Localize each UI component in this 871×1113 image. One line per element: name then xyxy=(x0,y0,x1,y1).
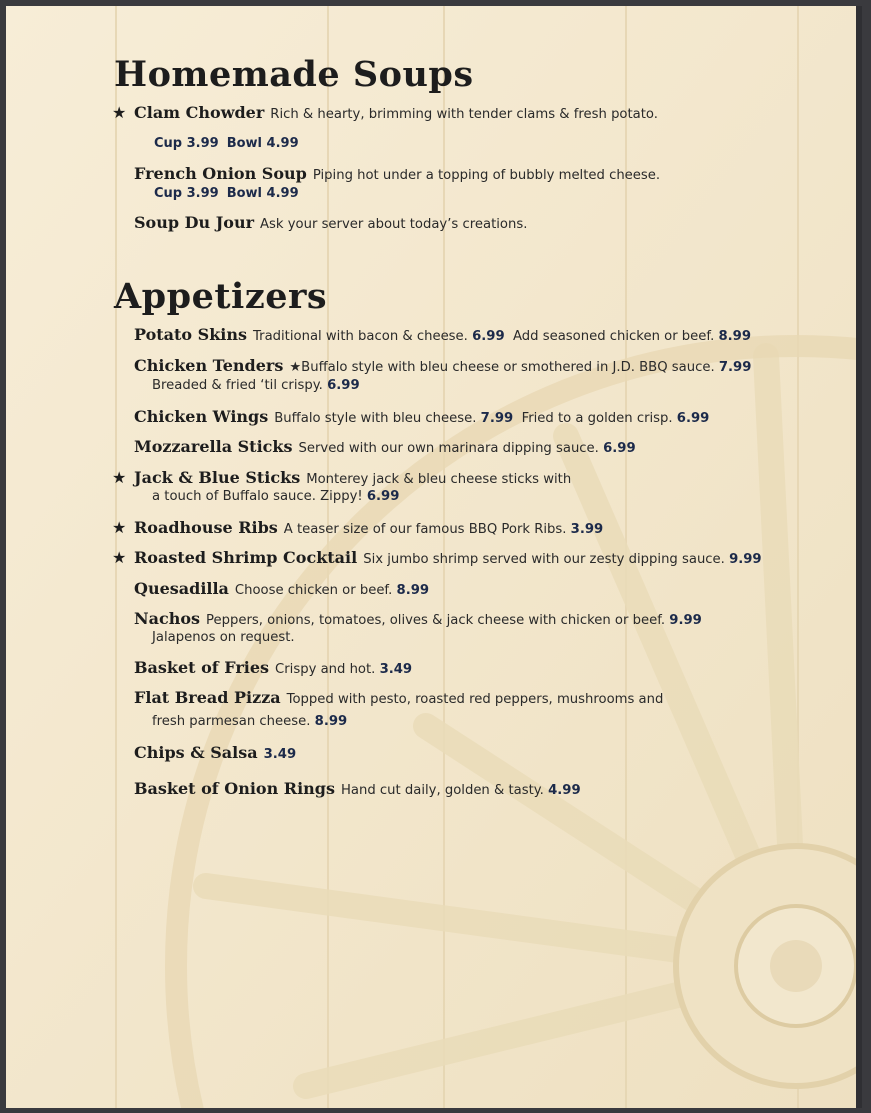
menu-item-clam-chowder xyxy=(112,103,658,122)
item-name: Chips & Salsa xyxy=(134,743,258,762)
item-description: Monterey jack & bleu cheese sticks with xyxy=(306,472,572,487)
menu-item-onion-rings xyxy=(134,779,581,798)
item-description: Topped with pesto, roasted red peppers, mushrooms and xyxy=(286,692,664,707)
menu-item-nachos xyxy=(134,609,702,628)
menu-item-roasted-shrimp-cocktail xyxy=(112,548,762,567)
star-icon: ★ xyxy=(112,468,127,487)
option-price: 8.99 xyxy=(718,329,752,344)
chicken-tenders-option xyxy=(152,378,360,393)
item-price: 3.49 xyxy=(263,747,297,762)
item-name: Clam Chowder xyxy=(134,103,265,122)
menu-item-jack-blue-sticks xyxy=(112,468,572,487)
option-price: 6.99 xyxy=(327,378,360,393)
menu-item-chicken-tenders xyxy=(134,356,751,375)
menu-item-mozzarella-sticks xyxy=(134,437,636,456)
item-description: fresh parmesan cheese. xyxy=(152,714,311,729)
item-name: Chicken Tenders xyxy=(134,356,284,375)
flat-bread-pizza-line2 xyxy=(152,714,347,729)
menu-item-soup-du-jour xyxy=(134,213,527,232)
soups-heading: Homemade Soups xyxy=(114,54,474,95)
item-price: 4.99 xyxy=(548,783,581,798)
item-name: Potato Skins xyxy=(134,325,248,344)
item-name: French Onion Soup xyxy=(134,164,307,183)
item-description: Hand cut daily, golden & tasty. xyxy=(340,783,544,798)
item-name: Nachos xyxy=(134,609,201,628)
item-price: 6.99 xyxy=(472,329,505,344)
bowl-price: Bowl 4.99 xyxy=(226,136,299,151)
item-name: Jack & Blue Sticks xyxy=(134,468,301,487)
item-description: Six jumbo shrimp served with our zesty dipping sauce. xyxy=(363,552,725,567)
item-name: Roasted Shrimp Cocktail xyxy=(134,548,358,567)
item-price: 6.99 xyxy=(603,441,636,456)
item-name: Mozzarella Sticks xyxy=(134,437,293,456)
option-price: 6.99 xyxy=(676,411,710,426)
item-description: Crispy and hot. xyxy=(275,662,376,677)
clam-chowder-prices xyxy=(154,136,307,151)
item-price: 8.99 xyxy=(314,714,348,729)
item-description: Choose chicken or beef. xyxy=(234,583,393,598)
item-option: Add seasoned chicken or beef. xyxy=(513,329,715,344)
jack-blue-sticks-line2 xyxy=(152,489,399,504)
menu-item-chicken-wings xyxy=(134,407,709,426)
item-description: a touch of Buffalo sauce. Zippy! xyxy=(152,489,363,504)
menu-item-basket-of-fries xyxy=(134,658,412,677)
item-description: ★Buffalo style with bleu cheese or smothered in J.D. BBQ sauce. xyxy=(289,360,715,375)
item-price: 9.99 xyxy=(669,613,702,628)
item-price: 3.49 xyxy=(379,662,413,677)
item-description: Traditional with bacon & cheese. xyxy=(253,329,468,344)
item-name: Quesadilla xyxy=(134,579,229,598)
item-name: Basket of Fries xyxy=(134,658,270,677)
item-price: 7.99 xyxy=(718,360,752,375)
item-price: 8.99 xyxy=(396,583,430,598)
appetizers-heading: Appetizers xyxy=(114,276,328,317)
item-price: 6.99 xyxy=(366,489,400,504)
item-name: Chicken Wings xyxy=(134,407,269,426)
cup-price: Cup 3.99 xyxy=(154,186,219,201)
item-description: A teaser size of our famous BBQ Pork Ribs. xyxy=(283,522,567,537)
item-option: Breaded & fried ‘til crispy. xyxy=(152,378,323,393)
item-description: Peppers, onions, tomatoes, olives & jack cheese with chicken or beef. xyxy=(206,613,666,628)
item-description: Ask your server about today’s creations. xyxy=(260,217,528,232)
item-name: Basket of Onion Rings xyxy=(134,779,335,798)
item-name: Soup Du Jour xyxy=(134,213,254,232)
cup-price: Cup 3.99 xyxy=(154,136,219,151)
item-description: Buffalo style with bleu cheese. xyxy=(274,411,477,426)
item-price: 3.99 xyxy=(570,522,604,537)
star-icon: ★ xyxy=(112,518,127,537)
bowl-price: Bowl 4.99 xyxy=(226,186,299,201)
menu-item-chips-salsa xyxy=(134,743,296,762)
item-price: 7.99 xyxy=(480,411,514,426)
item-description: Piping hot under a topping of bubbly melted cheese. xyxy=(312,168,661,183)
nachos-line2: Jalapenos on request. xyxy=(152,630,295,645)
menu-item-quesadilla xyxy=(134,579,429,598)
item-option: Fried to a golden crisp. xyxy=(521,411,673,426)
star-icon: ★ xyxy=(112,548,127,567)
item-description: Served with our own marinara dipping sauce. xyxy=(298,441,599,456)
french-onion-prices xyxy=(154,186,307,201)
menu-item-french-onion xyxy=(134,164,660,183)
item-description: Rich & hearty, brimming with tender clams & fresh potato. xyxy=(270,107,658,122)
menu-item-roadhouse-ribs xyxy=(112,518,604,537)
menu-item-potato-skins xyxy=(134,325,751,344)
menu-page xyxy=(6,6,862,1108)
item-price: 9.99 xyxy=(729,552,762,567)
menu-item-flat-bread-pizza xyxy=(134,688,663,707)
star-icon: ★ xyxy=(112,103,127,122)
menu-content xyxy=(6,6,862,1108)
item-name: Roadhouse Ribs xyxy=(134,518,278,537)
item-name: Flat Bread Pizza xyxy=(134,688,281,707)
